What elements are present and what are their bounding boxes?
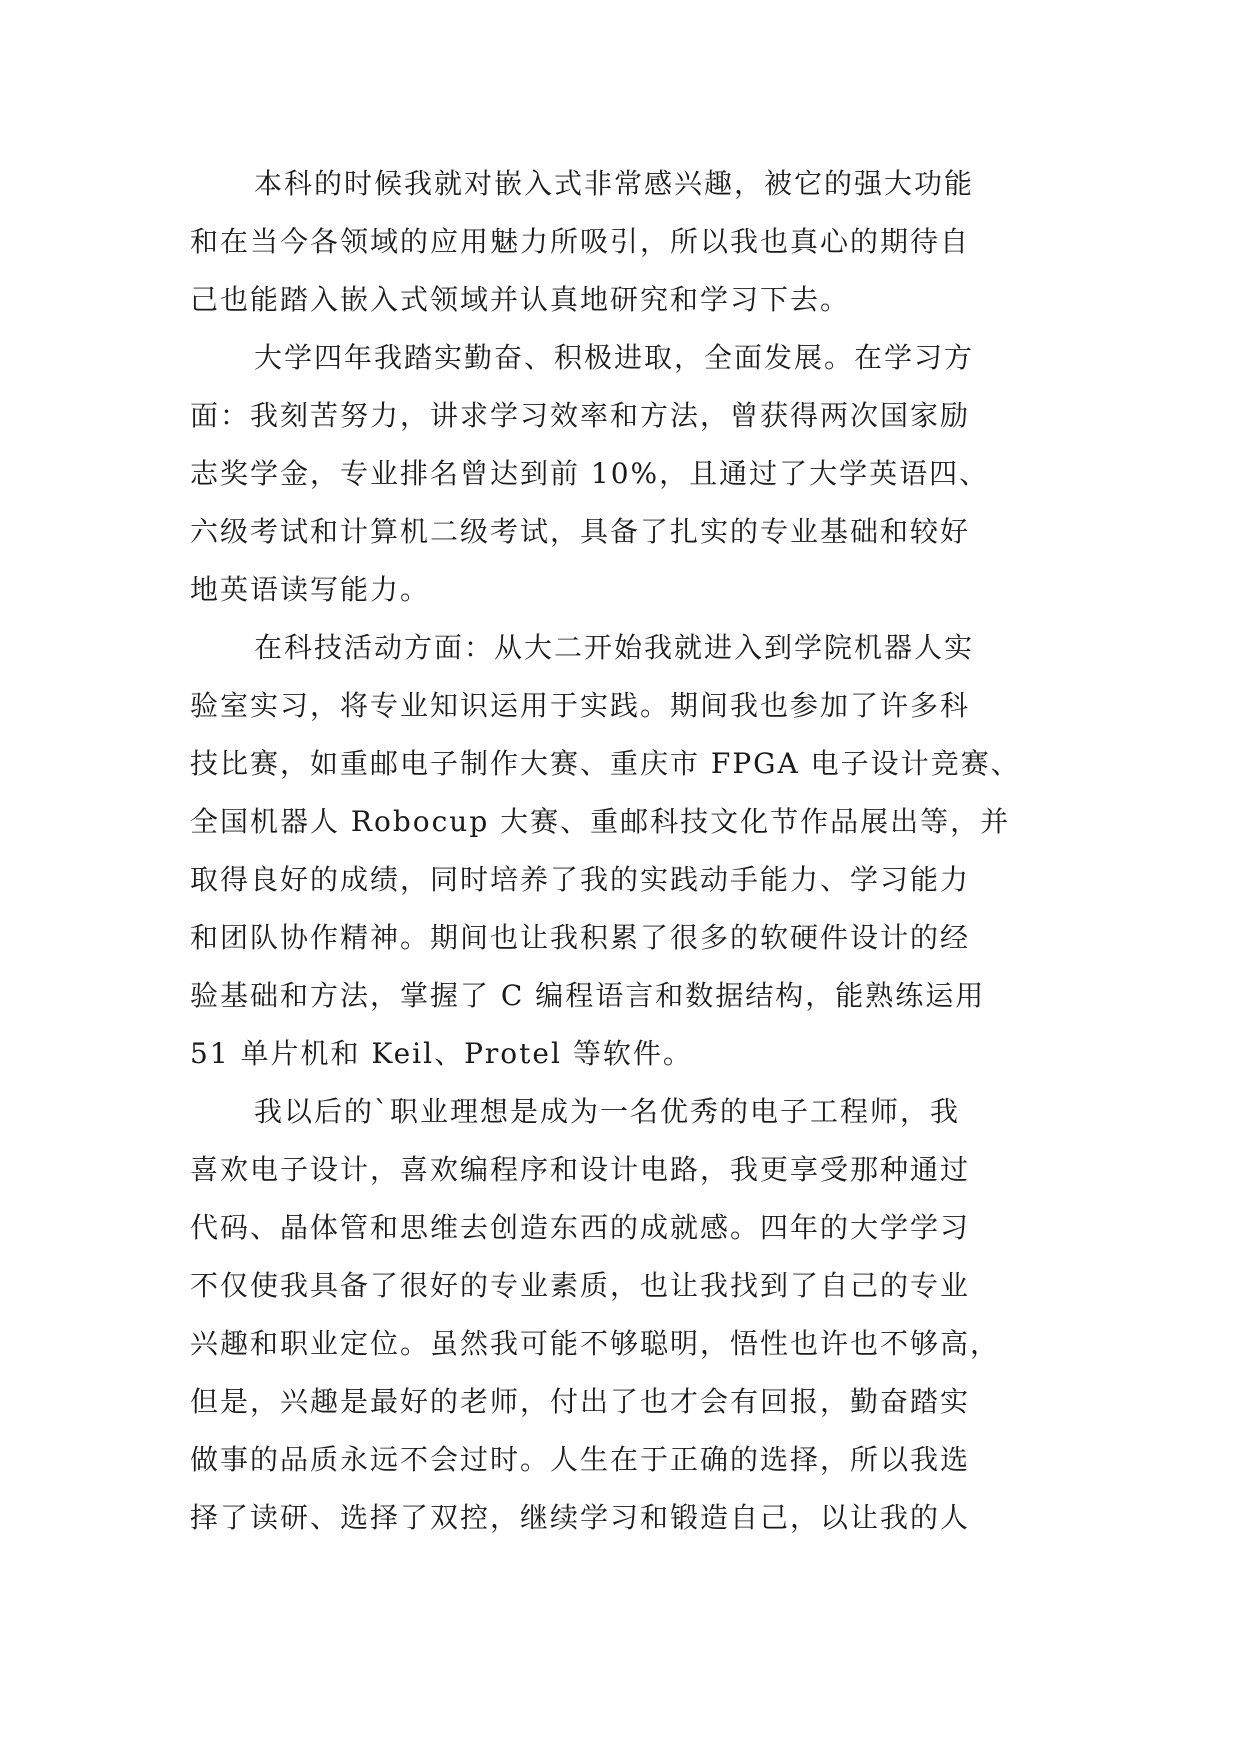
paragraph-3-line-5: 取得良好的成绩，同时培养了我的实践动手能力、学习能力 [190, 863, 971, 896]
paragraph-4-line-4: 不仅使我具备了很好的专业素质，也让我找到了自己的专业 [190, 1269, 971, 1302]
paragraph-2-line-1: 大学四年我踏实勤奋、积极进取，全面发展。在学习方 [254, 341, 975, 374]
paragraph-2-line-5: 地英语读写能力。 [190, 573, 431, 606]
paragraph-4-line-1: 我以后的`职业理想是成为一名优秀的电子工程师，我 [254, 1095, 961, 1128]
paragraph-1-line-3: 己也能踏入嵌入式领域并认真地研究和学习下去。 [190, 283, 851, 316]
paragraph-2-line-4: 六级考试和计算机二级考试，具备了扎实的专业基础和较好 [190, 515, 971, 548]
paragraph-4-line-6: 但是，兴趣是最好的老师，付出了也才会有回报，勤奋踏实 [190, 1385, 971, 1418]
paragraph-1-line-1: 本科的时候我就对嵌入式非常感兴趣，被它的强大功能 [254, 167, 975, 200]
paragraph-3-line-3: 技比赛，如重邮电子制作大赛、重庆市 FPGA 电子设计竞赛、 [190, 747, 1021, 780]
paragraph-1-line-2: 和在当今各领域的应用魅力所吸引，所以我也真心的期待自 [190, 225, 971, 258]
paragraph-3-line-1: 在科技活动方面：从大二开始我就进入到学院机器人实 [254, 631, 975, 664]
paragraph-4-line-5: 兴趣和职业定位。虽然我可能不够聪明，悟性也许也不够高， [190, 1327, 1001, 1360]
paragraph-2-line-3: 志奖学金，专业排名曾达到前 10%，且通过了大学英语四、 [190, 457, 990, 490]
paragraph-4-line-8: 择了读研、选择了双控，继续学习和锻造自己，以让我的人 [190, 1501, 971, 1534]
paragraph-3-line-6: 和团队协作精神。期间也让我积累了很多的软硬件设计的经 [190, 921, 971, 954]
paragraph-3-line-4: 全国机器人 Robocup 大赛、重邮科技文化节作品展出等，并 [190, 805, 1011, 838]
paragraph-3-line-7: 验基础和方法，掌握了 C 编程语言和数据结构，能熟练运用 [190, 979, 986, 1012]
document-body [190, 155, 1050, 1547]
paragraph-4-line-2: 喜欢电子设计，喜欢编程序和设计电路，我更享受那种通过 [190, 1153, 971, 1186]
paragraph-2-line-2: 面：我刻苦努力，讲求学习效率和方法，曾获得两次国家励 [190, 399, 971, 432]
paragraph-3-line-2: 验室实习，将专业知识运用于实践。期间我也参加了许多科 [190, 689, 971, 722]
paragraph-3-line-8: 51 单片机和 Keil、Protel 等软件。 [190, 1037, 693, 1070]
paragraph-4-line-7: 做事的品质永远不会过时。人生在于正确的选择，所以我选 [190, 1443, 971, 1476]
paragraph-4-line-3: 代码、晶体管和思维去创造东西的成就感。四年的大学学习 [190, 1211, 971, 1244]
